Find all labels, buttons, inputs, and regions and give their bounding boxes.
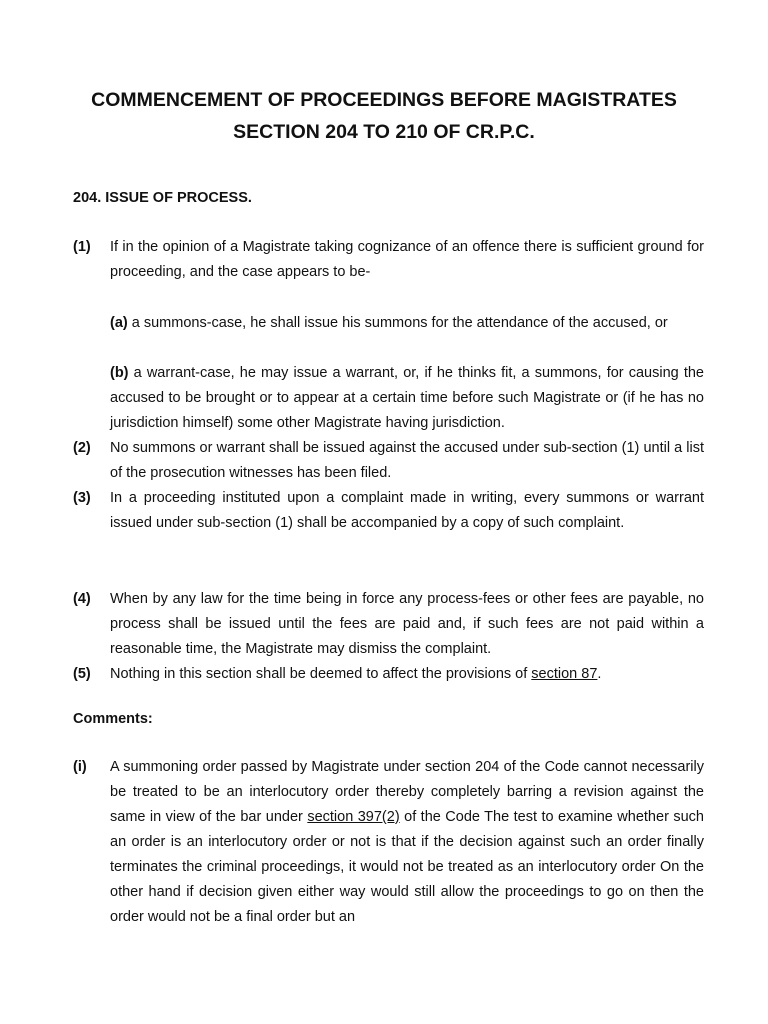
subclause-a [110, 311, 704, 336]
subclause-b-text: a warrant-case, he may issue a warrant, or, if he thinks fit, a summons, for causing the accused to be brought or to appear at a certain time before such Magistrate or (if he has no jurisdiction himself) some other Magistrate having jurisdiction. [110, 365, 704, 431]
subclause-a-label: (a) [110, 315, 128, 331]
clause-text-end: . [597, 666, 602, 682]
comment-text [110, 755, 704, 930]
section-heading: 204. ISSUE OF PROCESS. [73, 190, 252, 206]
document-subtitle: SECTION 204 TO 210 OF CR.P.C. [233, 121, 535, 143]
clause-text: No summons or warrant shall be issued against the accused under sub-section (1) until a list of the prosecution witnesses has been filed. [110, 440, 704, 481]
clause-number: (1) [73, 239, 91, 255]
subclause-a-text: a summons-case, he shall issue his summons for the attendance of the accused, or [127, 315, 668, 331]
section-87-link[interactable]: section 87 [531, 666, 598, 682]
document-title: COMMENCEMENT OF PROCEEDINGS BEFORE MAGISTRATES [91, 89, 677, 111]
clause-text: If in the opinion of a Magistrate taking cognizance of an offence there is sufficient ground for proceeding, and the case appears to be- [110, 239, 704, 280]
comment-text-end: of the Code The test to examine whether such an order is an interlocutory order or not is that if the decision against such an order finally terminates the criminal proceedings, it would not be treated as an interlocutory order On the other hand if decision given either way would still allow the proceedings to go on then the order would not be a final order but an [110, 809, 704, 925]
subclause-b [110, 361, 704, 436]
clause-text [110, 662, 704, 687]
clause-number: (5) [73, 666, 91, 682]
subclause-b-label: (b) [110, 365, 129, 381]
comment-text-start: A summoning order passed by Magistrate under section 204 of the Code cannot necessarily be treated to be an interlocutory order thereby completely barring a revision against the same in view of the bar under [110, 759, 704, 825]
section-397-link[interactable]: section 397(2) [307, 809, 400, 825]
clause-text: In a proceeding instituted upon a complaint made in writing, every summons or warrant issued under sub-section (1) shall be accompanied by a copy of such complaint. [110, 490, 704, 531]
clause-text-start: Nothing in this section shall be deemed to affect the provisions of [110, 666, 532, 682]
clause-number: (4) [73, 591, 91, 607]
clause-number: (3) [73, 490, 91, 506]
comment-number: (i) [73, 759, 87, 775]
comments-heading: Comments: [73, 711, 153, 727]
clause-number: (2) [73, 440, 91, 456]
clause-text: When by any law for the time being in force any process-fees or other fees are payable, no process shall be issued until the fees are paid and, if such fees are not paid within a reasonable time, the Magistrate may dismiss the complaint. [110, 591, 704, 657]
